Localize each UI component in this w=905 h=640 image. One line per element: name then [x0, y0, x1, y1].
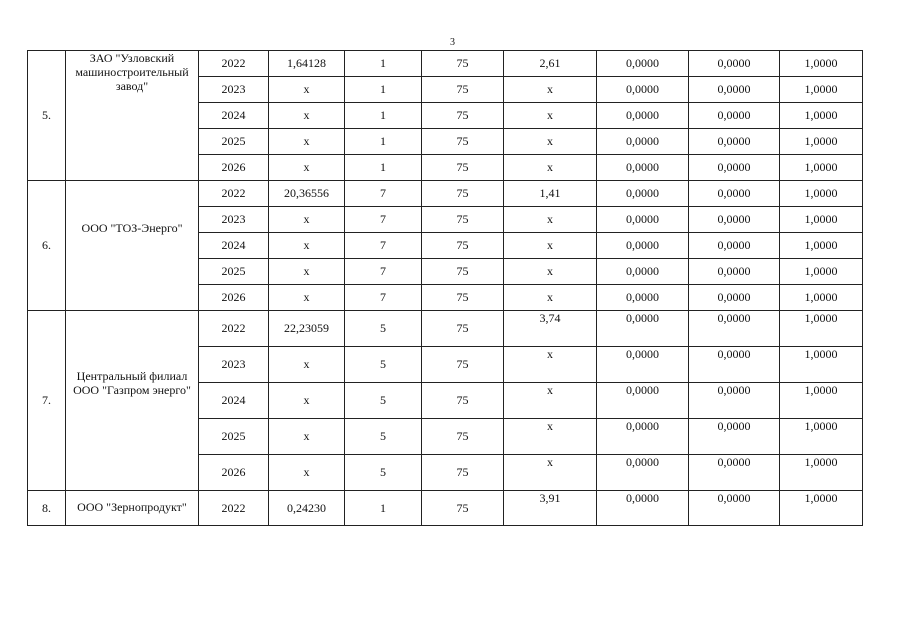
value-cell: 0,0000	[689, 383, 780, 419]
value-cell: x	[504, 347, 597, 383]
value-cell: x	[504, 455, 597, 491]
year-cell: 2025	[199, 419, 269, 455]
year-cell: 2023	[199, 77, 269, 103]
value-cell: 1	[345, 155, 422, 181]
value-cell: 75	[422, 233, 504, 259]
year-cell: 2026	[199, 285, 269, 311]
value-cell: 1,0000	[780, 207, 863, 233]
value-cell: 1,0000	[780, 233, 863, 259]
value-cell: 7	[345, 285, 422, 311]
value-cell: 2,61	[504, 51, 597, 77]
value-cell: 7	[345, 233, 422, 259]
value-cell: x	[504, 419, 597, 455]
value-cell: x	[504, 103, 597, 129]
value-cell: 0,0000	[689, 419, 780, 455]
value-cell: 75	[422, 103, 504, 129]
value-cell: 1,0000	[780, 285, 863, 311]
organization-cell: Центральный филиал ООО "Газпром энерго"	[66, 311, 199, 491]
value-cell: x	[269, 383, 345, 419]
value-cell: 1	[345, 77, 422, 103]
value-cell: x	[504, 129, 597, 155]
value-cell: 7	[345, 259, 422, 285]
organization-cell: ЗАО "Узловский машиностроительный завод"	[66, 51, 199, 181]
value-cell: 0,0000	[597, 419, 689, 455]
value-cell: 0,0000	[597, 347, 689, 383]
row-number-cell: 8.	[28, 491, 66, 526]
year-cell: 2026	[199, 155, 269, 181]
value-cell: 1,0000	[780, 455, 863, 491]
value-cell: 0,0000	[689, 233, 780, 259]
value-cell: 1,0000	[780, 259, 863, 285]
table-row	[28, 311, 863, 347]
year-cell: 2022	[199, 51, 269, 77]
year-cell: 2024	[199, 233, 269, 259]
value-cell: x	[269, 455, 345, 491]
value-cell: x	[269, 155, 345, 181]
value-cell: 0,0000	[597, 383, 689, 419]
value-cell: 75	[422, 285, 504, 311]
value-cell: 75	[422, 51, 504, 77]
value-cell: 3,91	[504, 491, 597, 526]
value-cell: 1	[345, 103, 422, 129]
value-cell: 75	[422, 259, 504, 285]
value-cell: 1	[345, 129, 422, 155]
value-cell: 75	[422, 155, 504, 181]
value-cell: 75	[422, 181, 504, 207]
value-cell: 0,0000	[689, 129, 780, 155]
page-number: 3	[450, 37, 455, 48]
value-cell: 1,0000	[780, 103, 863, 129]
value-cell: 1	[345, 51, 422, 77]
value-cell: 0,0000	[597, 77, 689, 103]
value-cell: 5	[345, 455, 422, 491]
year-cell: 2023	[199, 207, 269, 233]
value-cell: x	[504, 155, 597, 181]
value-cell: x	[269, 207, 345, 233]
value-cell: 1,0000	[780, 51, 863, 77]
value-cell: 0,0000	[689, 77, 780, 103]
value-cell: 0,24230	[269, 491, 345, 526]
year-cell: 2022	[199, 181, 269, 207]
value-cell: x	[504, 233, 597, 259]
value-cell: 0,0000	[597, 491, 689, 526]
value-cell: 0,0000	[689, 285, 780, 311]
row-number-cell: 7.	[28, 311, 66, 491]
year-cell: 2022	[199, 491, 269, 526]
value-cell: 0,0000	[689, 347, 780, 383]
value-cell: x	[269, 129, 345, 155]
table-row	[28, 181, 863, 207]
value-cell: x	[269, 259, 345, 285]
value-cell: 0,0000	[689, 207, 780, 233]
value-cell: 0,0000	[689, 491, 780, 526]
value-cell: 0,0000	[597, 455, 689, 491]
value-cell: 0,0000	[689, 103, 780, 129]
value-cell: x	[269, 103, 345, 129]
value-cell: 0,0000	[597, 259, 689, 285]
value-cell: 7	[345, 181, 422, 207]
tariff-table	[27, 50, 863, 526]
value-cell: 75	[422, 491, 504, 526]
value-cell: 1,0000	[780, 491, 863, 526]
organization-cell: ООО "Зернопродукт"	[66, 491, 199, 526]
table-row	[28, 491, 863, 526]
value-cell: x	[504, 285, 597, 311]
value-cell: 0,0000	[597, 207, 689, 233]
tariff-table-body	[28, 51, 863, 526]
year-cell: 2023	[199, 347, 269, 383]
value-cell: 0,0000	[689, 259, 780, 285]
value-cell: 1,0000	[780, 383, 863, 419]
value-cell: 3,74	[504, 311, 597, 347]
value-cell: x	[504, 383, 597, 419]
row-number-cell: 5.	[28, 51, 66, 181]
value-cell: 0,0000	[689, 51, 780, 77]
value-cell: 1,0000	[780, 181, 863, 207]
value-cell: 0,0000	[597, 285, 689, 311]
value-cell: 75	[422, 419, 504, 455]
year-cell: 2026	[199, 455, 269, 491]
value-cell: 1,0000	[780, 311, 863, 347]
value-cell: x	[269, 77, 345, 103]
value-cell: 1,0000	[780, 77, 863, 103]
organization-cell: ООО "ТОЗ-Энерго"	[66, 181, 199, 311]
value-cell: 75	[422, 455, 504, 491]
value-cell: 1,41	[504, 181, 597, 207]
value-cell: 1,0000	[780, 155, 863, 181]
value-cell: 1,0000	[780, 419, 863, 455]
value-cell: 1,64128	[269, 51, 345, 77]
value-cell: x	[269, 285, 345, 311]
value-cell: 1,0000	[780, 347, 863, 383]
value-cell: 0,0000	[597, 181, 689, 207]
value-cell: x	[269, 419, 345, 455]
value-cell: 0,0000	[689, 181, 780, 207]
value-cell: 0,0000	[597, 233, 689, 259]
value-cell: 0,0000	[689, 155, 780, 181]
year-cell: 2024	[199, 383, 269, 419]
table-row	[28, 51, 863, 77]
value-cell: 1	[345, 491, 422, 526]
value-cell: 75	[422, 77, 504, 103]
year-cell: 2022	[199, 311, 269, 347]
value-cell: 0,0000	[597, 155, 689, 181]
row-number-cell: 6.	[28, 181, 66, 311]
value-cell: 75	[422, 347, 504, 383]
value-cell: 0,0000	[597, 129, 689, 155]
value-cell: 20,36556	[269, 181, 345, 207]
value-cell: 0,0000	[597, 103, 689, 129]
value-cell: x	[269, 347, 345, 383]
value-cell: 75	[422, 311, 504, 347]
value-cell: 0,0000	[689, 455, 780, 491]
value-cell: 0,0000	[597, 311, 689, 347]
year-cell: 2025	[199, 259, 269, 285]
value-cell: 1,0000	[780, 129, 863, 155]
year-cell: 2024	[199, 103, 269, 129]
value-cell: x	[504, 259, 597, 285]
value-cell: 22,23059	[269, 311, 345, 347]
value-cell: 7	[345, 207, 422, 233]
value-cell: 5	[345, 347, 422, 383]
value-cell: 75	[422, 383, 504, 419]
value-cell: 5	[345, 383, 422, 419]
value-cell: x	[504, 207, 597, 233]
value-cell: 0,0000	[689, 311, 780, 347]
value-cell: x	[269, 233, 345, 259]
value-cell: 5	[345, 311, 422, 347]
value-cell: x	[504, 77, 597, 103]
value-cell: 0,0000	[597, 51, 689, 77]
value-cell: 75	[422, 207, 504, 233]
value-cell: 75	[422, 129, 504, 155]
year-cell: 2025	[199, 129, 269, 155]
value-cell: 5	[345, 419, 422, 455]
